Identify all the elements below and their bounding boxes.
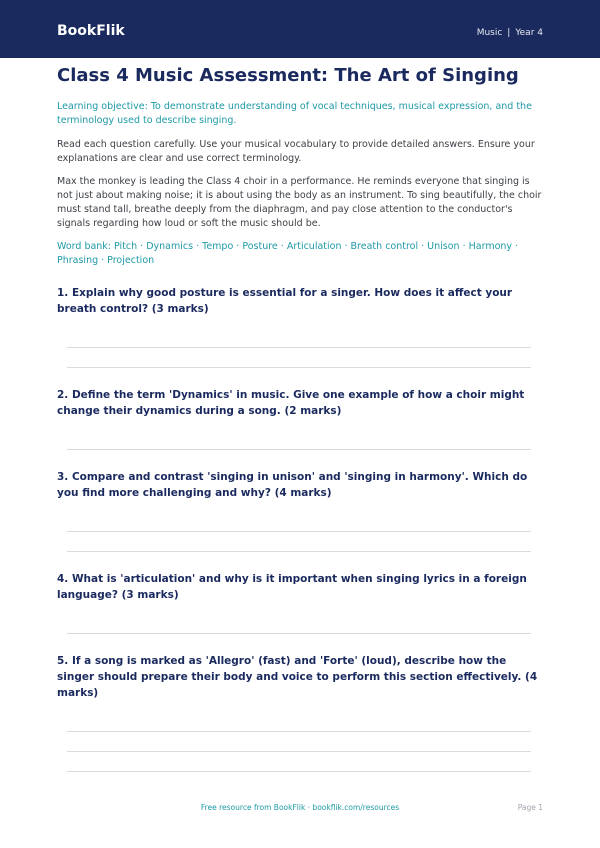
- question-text: 1. Explain why good posture is essential for a singer. How does it affect your breath control? (3 marks): [57, 287, 513, 315]
- question-list: [57, 285, 543, 772]
- question-text: 4. What is 'articulation' and why is it important when singing lyrics in a foreign language? (3 marks): [57, 573, 527, 601]
- question-block: [57, 571, 543, 634]
- year-label: Year 4: [515, 28, 543, 38]
- answer-line[interactable]: [67, 751, 531, 752]
- scenario-text: Max the monkey is leading the Class 4 choir in a performance. He reminds everyone that singing is not just about making noise; it is about using the body as an instrument. To sing beautifully, the choir must stand tall, breathe deeply from the diaphragm, and pay close attention to the conductor's signals regarding how loud or soft the music should be.: [57, 176, 542, 229]
- answer-line[interactable]: [67, 731, 531, 732]
- answer-area[interactable]: [67, 731, 531, 772]
- subject-label: Music: [476, 28, 503, 38]
- answer-line[interactable]: [67, 347, 531, 348]
- question-block: [57, 285, 543, 368]
- question-text: 2. Define the term 'Dynamics' in music. Give one example of how a choir might change their dynamics during a song. (2 marks): [57, 389, 525, 417]
- footer-credit: Free resource from BookFlik · bookflik.com/resources: [200, 803, 400, 812]
- answer-line[interactable]: [67, 551, 531, 552]
- page-title: Class 4 Music Assessment: The Art of Singing: [57, 65, 519, 86]
- question-block: [57, 469, 543, 552]
- question-block: [57, 653, 543, 772]
- question-block: [57, 387, 543, 450]
- answer-line[interactable]: [67, 367, 531, 368]
- answer-area[interactable]: [67, 347, 531, 368]
- answer-line[interactable]: [67, 771, 531, 772]
- answer-area[interactable]: [67, 531, 531, 552]
- answer-area[interactable]: [67, 449, 531, 450]
- brand-logo: BookFlik: [57, 23, 125, 39]
- header-separator: |: [507, 28, 511, 38]
- answer-area[interactable]: [67, 633, 531, 634]
- answer-line[interactable]: [67, 531, 531, 532]
- question-text: 3. Compare and contrast 'singing in unison' and 'singing in harmony'. Which do you find more challenging and why? (4 marks): [57, 471, 528, 499]
- word-bank: Word bank: Pitch · Dynamics · Tempo · Posture · Articulation · Breath control · Unison · Harmony · Phrasing · Projection: [57, 241, 519, 266]
- answer-line[interactable]: [67, 633, 531, 634]
- page-header: [0, 0, 600, 58]
- answer-line[interactable]: [67, 449, 531, 450]
- page-number: Page 1: [517, 803, 543, 812]
- question-text: 5. If a song is marked as 'Allegro' (fast) and 'Forte' (loud), describe how the singer should prepare their body and voice to perform this section effectively. (4 marks): [57, 655, 538, 699]
- subject-year-label: [477, 27, 543, 39]
- learning-objective: Learning objective: To demonstrate understanding of vocal techniques, musical expression, and the terminology used to describe singing.: [57, 101, 532, 126]
- worksheet-content: [57, 64, 543, 791]
- instructions: Read each question carefully. Use your musical vocabulary to provide detailed answers. Ensure your explanations are clear and use correct terminology.: [57, 139, 535, 164]
